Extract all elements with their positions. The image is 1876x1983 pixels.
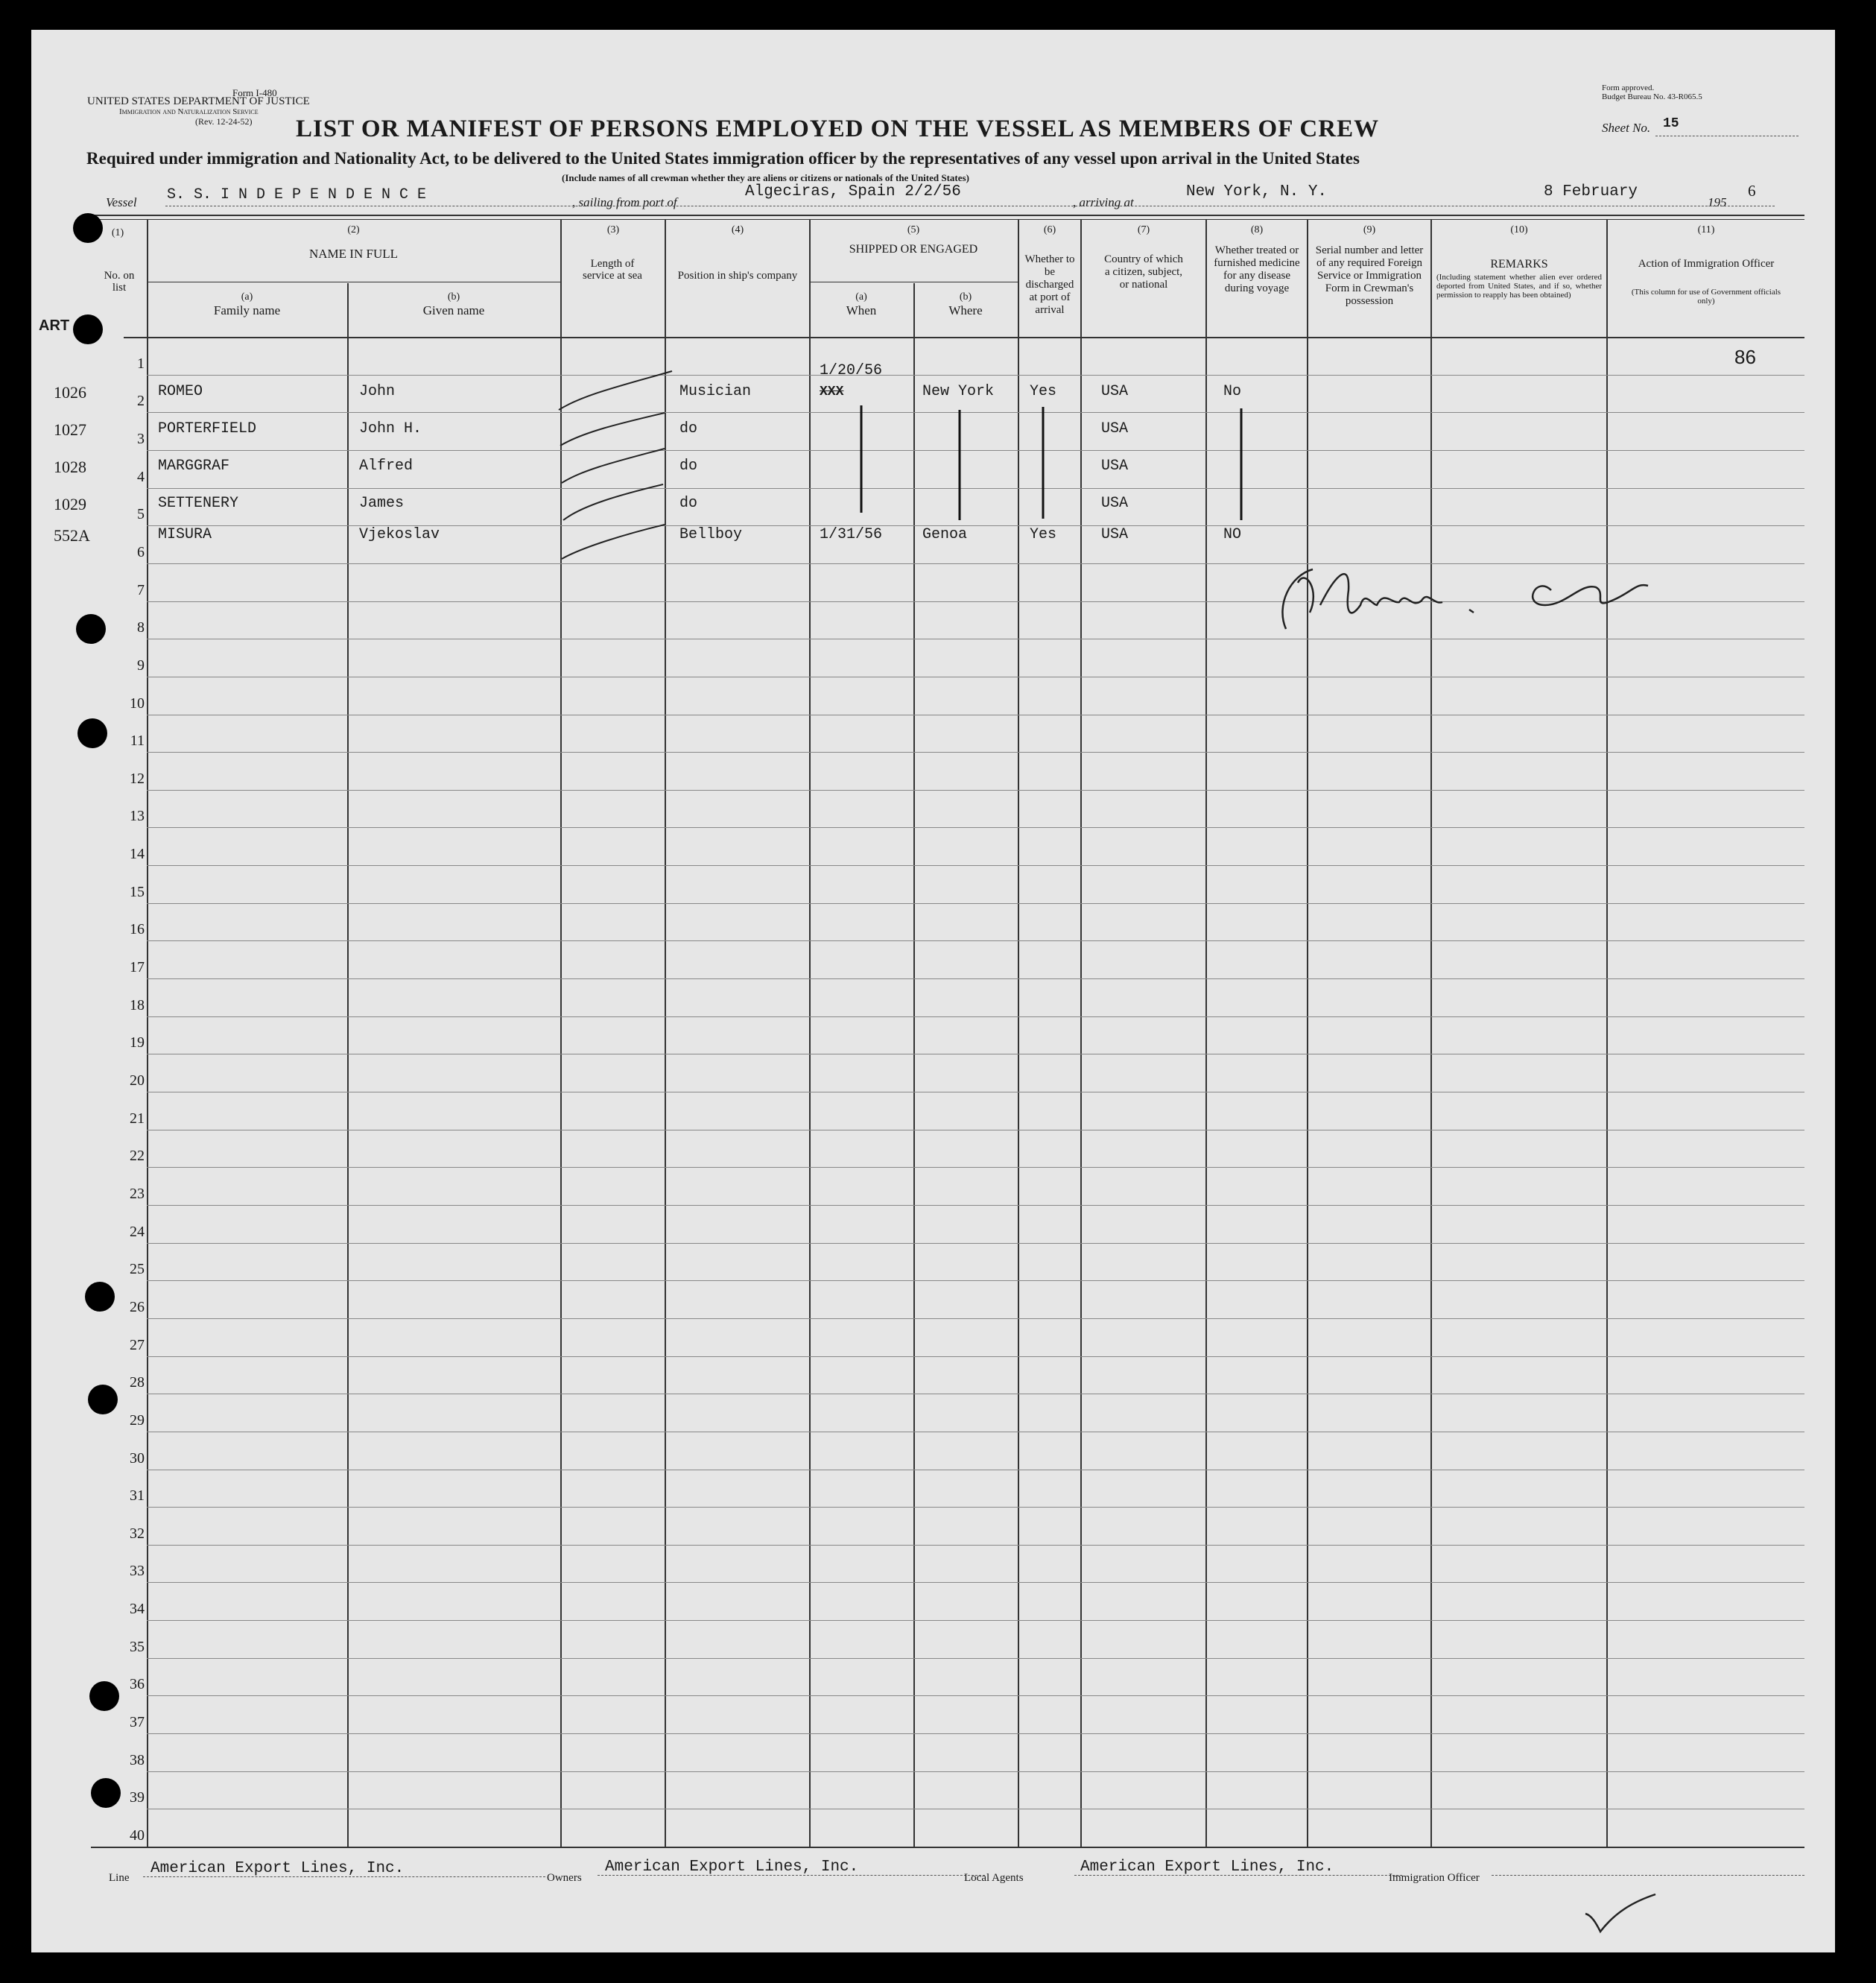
col2-header: NAME IN FULL [309, 247, 398, 261]
family-name: MISURA [158, 526, 212, 543]
row-line [147, 1205, 1804, 1206]
shipped-when: 1/31/56 [820, 526, 883, 543]
row-number: 28 [130, 1374, 145, 1391]
form-number: Form I-480 [232, 87, 277, 98]
col8-header: Whether treated or furnished medicine for any disease during voyage [1214, 244, 1300, 294]
row-number: 11 [130, 733, 145, 749]
medicine: No [1223, 383, 1242, 400]
row-line [147, 903, 1804, 904]
approval-line2: Budget Bureau No. 43-R065.5 [1602, 92, 1702, 101]
row-number: 30 [130, 1450, 145, 1467]
art-label: ART [39, 317, 70, 334]
given-name: James [359, 495, 405, 512]
manifest-sheet [31, 30, 1835, 1952]
col4-num: (4) [731, 224, 744, 235]
margin-number: 1029 [54, 495, 86, 513]
row-number: 36 [130, 1676, 145, 1692]
footer-owners-value: American Export Lines, Inc. [605, 1859, 859, 1876]
row-line [147, 1356, 1804, 1357]
row-number: 31 [130, 1487, 145, 1504]
family-name: ROMEO [158, 383, 203, 400]
col-line-4 [809, 220, 811, 1847]
row-number: 34 [130, 1601, 145, 1617]
row-number: 6 [137, 544, 145, 560]
row-line [147, 1507, 1804, 1508]
shipped-when: 1/20/56 [820, 362, 883, 379]
table-top-border [91, 215, 1804, 216]
row-line [147, 1771, 1804, 1772]
sheet-label: Sheet No. [1602, 121, 1651, 135]
country: USA [1101, 458, 1129, 475]
row-number: 19 [130, 1034, 145, 1051]
col-line-8 [1307, 220, 1308, 1847]
arriving-label: , arriving at [1073, 195, 1134, 209]
col5b-header: Where [948, 303, 983, 317]
medicine-ditto-mark [1232, 407, 1255, 526]
row-line [147, 1695, 1804, 1696]
row-number: 10 [130, 695, 145, 712]
row-number: 33 [130, 1563, 145, 1579]
shipped-where: New York [922, 383, 995, 400]
row-line [147, 1658, 1804, 1659]
row-number: 17 [130, 959, 145, 975]
margin-number: 1028 [54, 458, 86, 476]
col-line-10 [1606, 220, 1608, 1847]
family-name: SETTENERY [158, 495, 239, 512]
family-name: PORTERFIELD [158, 420, 257, 437]
col6-num: (6) [1043, 224, 1056, 235]
col2-num: (2) [347, 224, 360, 235]
punch-hole [85, 1282, 115, 1312]
col10-num: (10) [1510, 224, 1528, 235]
punch-hole [91, 1778, 121, 1808]
row-number: 3 [137, 431, 145, 447]
footer-owners-label: Owners [547, 1872, 582, 1884]
footer-line-value: American Export Lines, Inc. [150, 1860, 405, 1877]
col10-note: (Including statement whether alien ever ordered deported from United States, and if so, whether permission to reapply has been obtained) [1436, 273, 1602, 300]
col11-num: (11) [1697, 224, 1715, 235]
margin-number: 552A [54, 526, 90, 545]
punch-hole [76, 614, 106, 644]
row-number: 5 [137, 506, 145, 522]
shipped-where: Genoa [922, 526, 968, 543]
sailing-label: , sailing from port of [572, 195, 677, 209]
page-title: LIST OR MANIFEST OF PERSONS EMPLOYED ON THE VESSEL AS MEMBERS OF CREW [296, 116, 1380, 142]
col10-header: REMARKS [1490, 258, 1548, 271]
row-number: 25 [130, 1261, 145, 1277]
row-line [147, 1620, 1804, 1621]
row-number: 7 [137, 582, 145, 598]
footer-line-underline [143, 1876, 545, 1877]
row-line [147, 1733, 1804, 1734]
col5b-num: (b) [959, 291, 972, 303]
row-number: 40 [130, 1827, 145, 1844]
col7-num: (7) [1137, 224, 1150, 235]
footer-officer-label: Immigration Officer [1389, 1872, 1480, 1884]
col-line-7 [1205, 220, 1207, 1847]
family-name: MARGGRAF [158, 458, 230, 475]
approval-line1: Form approved. [1602, 83, 1655, 92]
col2b-num: (b) [447, 291, 460, 303]
given-name: Vjekoslav [359, 526, 440, 543]
handwritten-signature [1268, 560, 1663, 642]
col11-header: Action of Immigration Officer [1638, 258, 1775, 270]
row-number: 29 [130, 1412, 145, 1429]
header-bottom-border [124, 337, 1804, 338]
year-digit: 6 [1748, 182, 1756, 200]
position: Musician [679, 383, 752, 400]
punch-hole [89, 1681, 119, 1711]
row-number: 27 [130, 1337, 145, 1353]
revision: (Rev. 12-24-52) [195, 116, 253, 127]
year-label: 195 [1708, 195, 1727, 209]
row-number: 24 [130, 1224, 145, 1240]
margin-number: 1027 [54, 420, 86, 439]
note: (Include names of all crewman whether they are aliens or citizens or nationals of the United States) [562, 172, 969, 183]
col2a-num: (a) [241, 291, 253, 303]
row-number: 14 [130, 846, 145, 862]
check-mark [1581, 1893, 1663, 1938]
footer-agents-label: Local Agents [964, 1872, 1024, 1884]
sheet-number: 15 [1663, 116, 1679, 131]
discharged: Yes [1030, 526, 1057, 543]
position: do [679, 458, 698, 475]
row-line [147, 865, 1804, 866]
given-name: John [359, 383, 396, 400]
col8-num: (8) [1250, 224, 1264, 235]
row-number: 23 [130, 1186, 145, 1202]
row-number: 13 [130, 808, 145, 824]
struck-out-date: XXX [820, 385, 844, 399]
punch-hole [88, 1385, 118, 1414]
country: USA [1101, 526, 1129, 543]
punch-hole [73, 314, 103, 344]
row-number: 1 [137, 355, 145, 372]
row-line [147, 940, 1804, 941]
col11-note: (This column for use of Government officials only) [1631, 288, 1781, 306]
ditto-marks [851, 402, 1149, 522]
row-line [147, 1318, 1804, 1319]
col5a-num: (a) [855, 291, 867, 303]
row-number: 21 [130, 1110, 145, 1127]
row-number: 12 [130, 771, 145, 787]
col-line-1 [147, 220, 148, 1847]
row-number: 20 [130, 1072, 145, 1089]
table-top-border-inner [91, 219, 1804, 220]
row-line [147, 827, 1804, 828]
row-line [147, 1545, 1804, 1546]
row-line [147, 1016, 1804, 1017]
subtitle: Required under immigration and Nationality Act, to be delivered to the United States immigration officer by the representatives of any vessel upon arrival in the United States [86, 149, 1360, 168]
col4-header: Position in ship's company [677, 270, 798, 282]
row-number: 22 [130, 1148, 145, 1164]
col-line-2a [347, 283, 349, 1847]
country: USA [1101, 383, 1129, 400]
row-number: 39 [130, 1789, 145, 1806]
col1-num: (1) [111, 227, 124, 238]
col3-num: (3) [606, 224, 620, 235]
position: do [679, 420, 698, 437]
row-line [147, 790, 1804, 791]
row-number: 15 [130, 884, 145, 900]
row-number: 35 [130, 1639, 145, 1655]
row-line [147, 1582, 1804, 1583]
row-number: 26 [130, 1299, 145, 1315]
row-line [147, 1243, 1804, 1244]
margin-number: 1026 [54, 383, 86, 402]
row-number: 4 [137, 469, 145, 485]
row-line [147, 978, 1804, 979]
col-line-9 [1430, 220, 1432, 1847]
position: Bellboy [679, 526, 743, 543]
footer-agents-value: American Export Lines, Inc. [1080, 1859, 1334, 1876]
country: USA [1101, 495, 1129, 512]
table-bottom-border [91, 1847, 1804, 1848]
given-name: Alfred [359, 458, 413, 475]
medicine: NO [1223, 526, 1242, 543]
col6-header: Whether to be discharged at port of arrival [1024, 253, 1075, 316]
action-value: 86 [1734, 346, 1756, 368]
country: USA [1101, 420, 1129, 437]
col5a-header: When [846, 303, 877, 317]
department: UNITED STATES DEPARTMENT OF JUSTICE [87, 95, 310, 107]
col5-num: (5) [907, 224, 920, 235]
position: do [679, 495, 698, 512]
row-number: 38 [130, 1752, 145, 1768]
row-number: 18 [130, 997, 145, 1013]
col5-header: SHIPPED OR ENGAGED [849, 243, 978, 256]
row-number: 37 [130, 1714, 145, 1730]
row-line [147, 752, 1804, 753]
row-line [147, 375, 1804, 376]
arrival-port: New York, N. Y. [1186, 183, 1328, 200]
row-number: 9 [137, 657, 145, 674]
row-line [147, 1280, 1804, 1281]
row-line [147, 1167, 1804, 1168]
port-of-departure: Algeciras, Spain 2/2/56 [745, 183, 961, 200]
col9-header: Serial number and letter of any required Foreign Service or Immigration Form in Crewman's possession [1315, 244, 1424, 307]
footer-owners-underline [598, 1875, 985, 1876]
col7-header: Country of which a citizen, subject, or national [1104, 253, 1183, 291]
row-number: 16 [130, 921, 145, 937]
vessel-label: Vessel [106, 195, 137, 209]
col2a-header: Family name [213, 303, 281, 317]
footer-agents-underline [1074, 1875, 1402, 1876]
discharged: Yes [1030, 383, 1057, 400]
row-number: 8 [137, 619, 145, 636]
col2b-header: Given name [422, 303, 485, 317]
service-check-marks [553, 335, 694, 574]
row-number: 2 [137, 393, 145, 409]
service: Immigration and Naturalization Service [119, 107, 259, 116]
vessel-name: S. S. I N D E P E N D E N C E [167, 186, 427, 203]
col1-header: No. on list [104, 270, 135, 294]
punch-hole [73, 213, 103, 243]
col9-num: (9) [1363, 224, 1376, 235]
given-name: John H. [359, 420, 422, 437]
punch-hole [77, 718, 107, 748]
footer-officer-underline [1492, 1875, 1804, 1876]
col3-header: Length of service at sea [583, 258, 642, 282]
arrival-date: 8 February [1544, 183, 1638, 200]
footer-line-label: Line [109, 1872, 130, 1884]
row-number: 32 [130, 1525, 145, 1542]
